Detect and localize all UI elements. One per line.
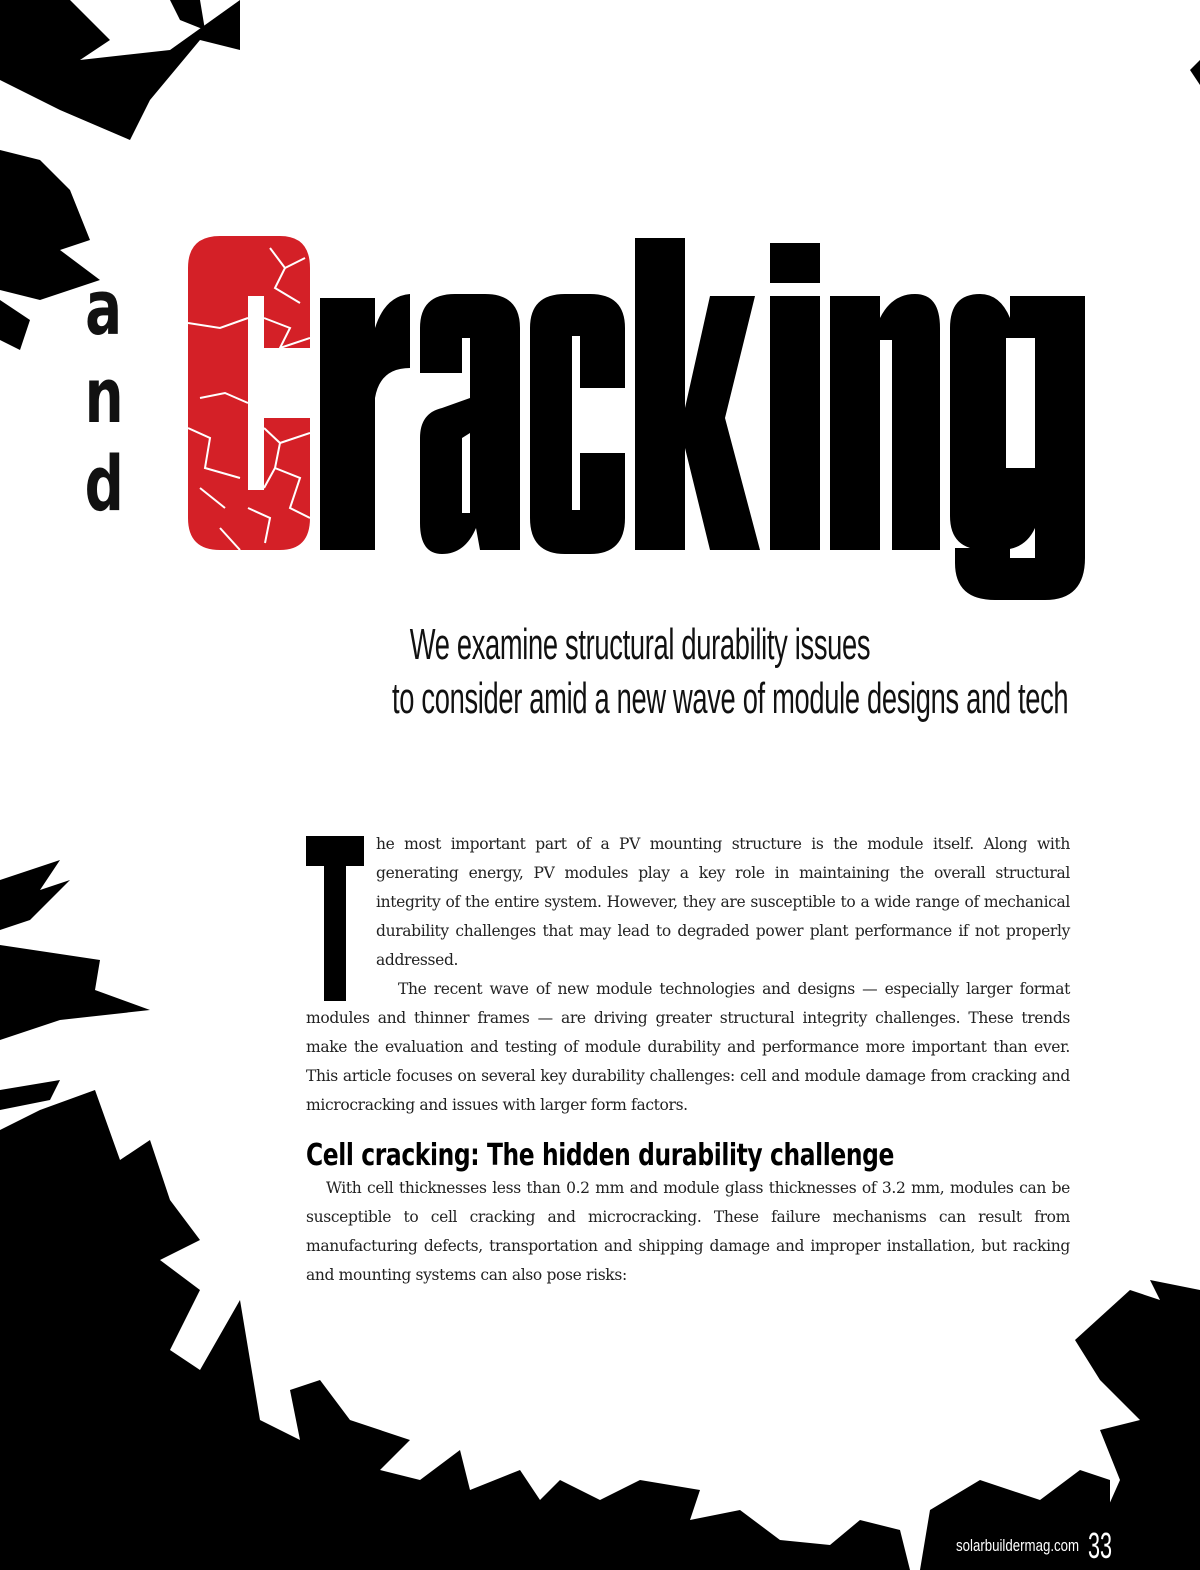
shard bbox=[0, 0, 240, 140]
vertical-letter: a bbox=[85, 263, 123, 352]
drop-cap bbox=[306, 836, 364, 1001]
headline bbox=[180, 228, 1090, 608]
vertical-letter: d bbox=[84, 439, 124, 528]
paragraph: he most important part of a PV mounting structure is the module itself. Along with generating energy, PV modules play a key role in maintaining the overall structural integrity of the entire system. However, they are susceptible to a wide range of mechanical durability challenges that may lead to degraded power plant performance if not properly addressed. bbox=[376, 835, 1070, 969]
drop-cap-letter: T bbox=[335, 936, 336, 937]
paragraph: The recent wave of new module technologies and designs — especially larger format modules and thinner frames — are driving greater structural integrity challenges. These trends make the evaluation and testing of module durability and performance more important than ever. This article focuses on several key durability challenges: cell and module damage from cracking and microcracking and issues with larger form factors. bbox=[306, 980, 1070, 1114]
shard bbox=[0, 860, 70, 930]
shard bbox=[170, 0, 205, 30]
title-rest-letters bbox=[320, 238, 1085, 600]
page-footer bbox=[956, 1526, 1128, 1566]
website-url: solarbuildermag.com bbox=[956, 1536, 1080, 1555]
subtitle-line: to consider amid a new wave of module designs and tech bbox=[392, 674, 1069, 723]
subtitle-line: We examine structural durability issues bbox=[409, 620, 871, 669]
article-body bbox=[306, 830, 1070, 1290]
shard bbox=[0, 945, 150, 1040]
subtitle bbox=[392, 618, 1069, 726]
page-number: 33 bbox=[1088, 1525, 1113, 1566]
shard bbox=[0, 1080, 60, 1110]
cracked-letter-c bbox=[188, 236, 310, 550]
section-heading: Cell cracking: The hidden durability challenge bbox=[306, 1138, 895, 1173]
shard bbox=[0, 300, 30, 350]
paragraph: With cell thicknesses less than 0.2 mm and module glass thicknesses of 3.2 mm, modules can be susceptible to cell cracking and microcracking. These failure mechanisms can result from manufacturing defects, transportation and shipping damage and improper installation, but racking and mounting systems can also pose risks: bbox=[306, 1179, 1070, 1284]
vertical-letter: n bbox=[84, 351, 124, 440]
vertical-word bbox=[84, 264, 124, 528]
shard bbox=[1190, 60, 1200, 85]
headline-svg bbox=[180, 228, 1090, 608]
